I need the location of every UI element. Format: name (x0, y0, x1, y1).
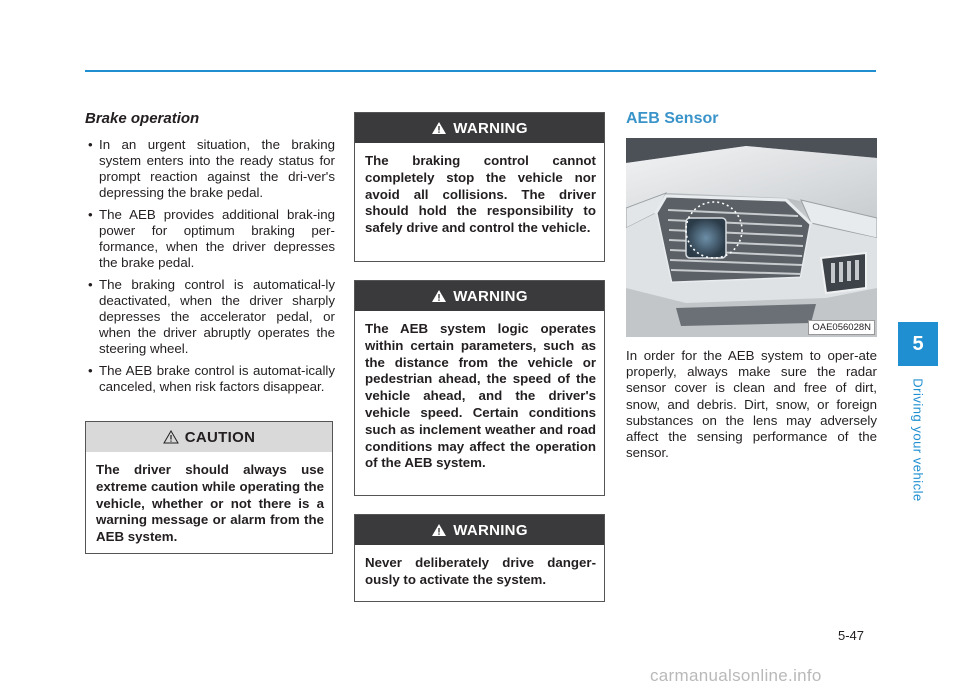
watermark: carmanualsonline.info (650, 666, 822, 685)
list-item: • The AEB brake control is automat-ically canceled, when risk factors disappear. (85, 363, 335, 395)
caution-triangle-icon (163, 430, 179, 444)
caution-box (85, 421, 333, 554)
warning-header (355, 113, 604, 143)
warning-text: The AEB system logic operates within certain parameters, such as the distance from the vehicle or pedestrian ahead, the speed of the vehicle ahead, and the driver's vehicle speed. Certain conditions such as inclement weather and road conditions may affect the operation of the AEB system. (365, 321, 596, 471)
page-number: 5-47 (838, 628, 865, 643)
warning-header (355, 281, 604, 311)
aeb-sensor-photo (626, 138, 877, 337)
brake-operation-list (85, 137, 335, 395)
aeb-sensor-heading: AEB Sensor (626, 110, 719, 127)
chapter-title: Driving your vehicle (910, 378, 926, 502)
caution-label: CAUTION (184, 428, 256, 446)
warning-box-3 (354, 514, 605, 602)
left-column (85, 110, 335, 401)
warning-label: WARNING (453, 287, 528, 305)
top-rule (85, 70, 876, 72)
chapter-tab: 5 (898, 322, 938, 366)
aeb-sensor-text: In order for the AEB system to oper-ate properly, always make sure the radar sensor cover is clean and free of dirt, snow, and debris. Dirt, snow, or foreign substances on the lens may adversely affect the sensing performance of the sensor. (626, 348, 877, 461)
warning-label: WARNING (453, 119, 528, 137)
caution-header (86, 422, 332, 452)
list-item: • The braking control is automatical-ly deactivated, when the driver sharply depresses the accelerator pedal, or when the driver abruptly operates the steering wheel. (85, 277, 335, 357)
list-item: • In an urgent situation, the braking system enters into the ready status for prompt reaction against the dri-ver's depressing the brake pedal. (85, 137, 335, 201)
warning-text: The braking control cannot completely stop the vehicle nor avoid all collisions. The driver should hold the responsibility to safely drive and control the vehicle. (365, 153, 596, 236)
warning-box-2 (354, 280, 605, 496)
warning-triangle-icon (431, 523, 447, 537)
warning-triangle-icon (431, 289, 447, 303)
warning-box-1 (354, 112, 605, 262)
warning-label: WARNING (453, 521, 528, 539)
brake-operation-heading: Brake operation (85, 110, 200, 127)
warning-text: Never deliberately drive danger-ously to activate the system. (365, 555, 596, 587)
warning-header (355, 515, 604, 545)
image-code-label: OAE056028N (808, 320, 875, 335)
warning-triangle-icon (431, 121, 447, 135)
caution-text: The driver should always use extreme caution while operating the vehicle, whether or not there is a warning message or alarm from the AEB system. (96, 462, 324, 545)
list-item: • The AEB provides additional brak-ing power for optimum braking per-formance, when the driver depresses the brake pedal. (85, 207, 335, 271)
car-front-illustration (626, 138, 877, 337)
